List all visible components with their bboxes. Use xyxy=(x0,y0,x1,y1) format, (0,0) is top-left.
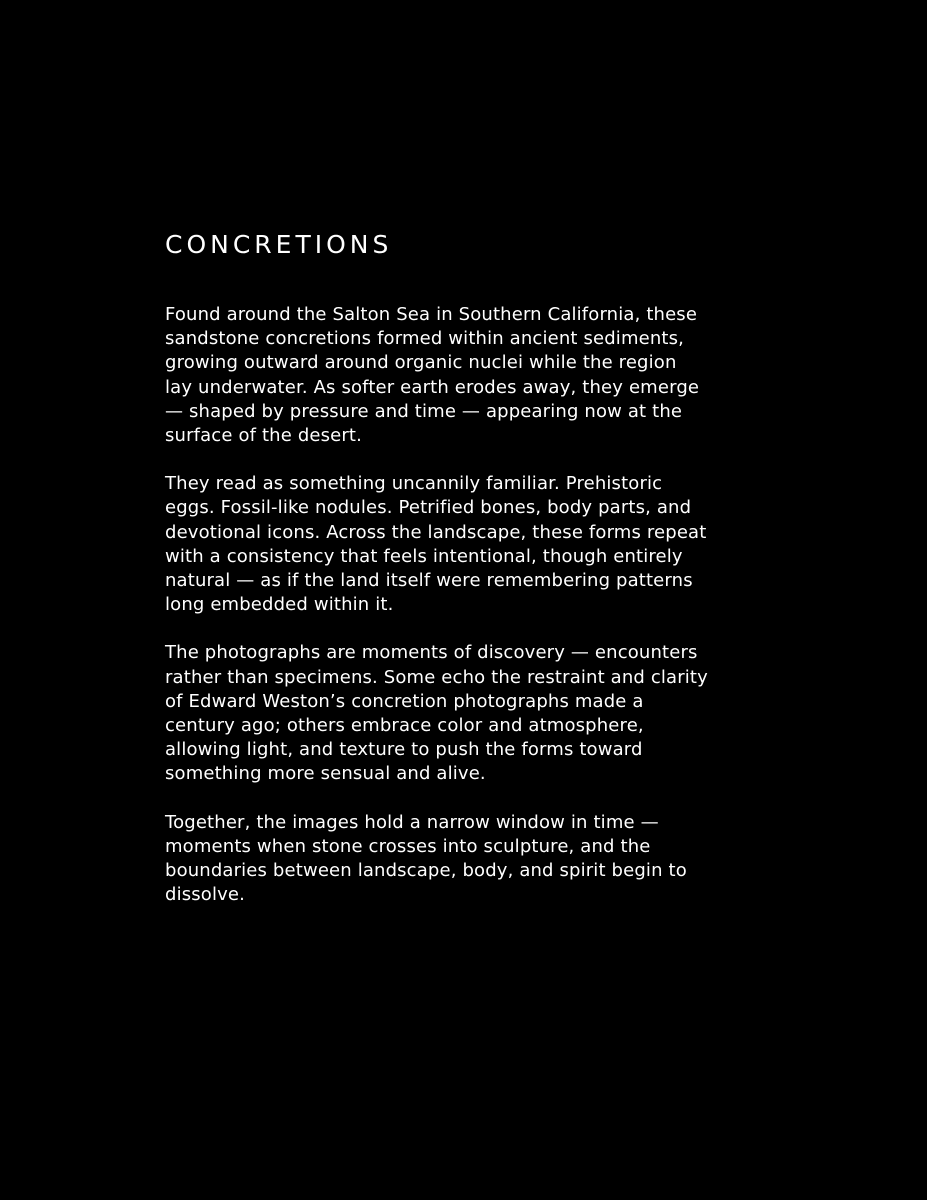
text-line: of Edward Weston’s concretion photographs made a xyxy=(165,690,644,712)
paragraph-4 xyxy=(165,811,765,908)
paragraph-2 xyxy=(165,472,765,617)
text-line: long embedded within it. xyxy=(165,594,394,616)
text-line: rather than specimens. Some echo the restraint and clarity xyxy=(165,666,708,688)
text-line: with a consistency that feels intentional, though entirely xyxy=(165,545,683,567)
text-line: Found around the Salton Sea in Southern California, these xyxy=(165,304,698,325)
text-line: eggs. Fossil-like nodules. Petrified bones, body parts, and xyxy=(165,497,692,519)
text-line: boundaries between landscape, body, and spirit begin to xyxy=(165,860,687,882)
page-title: CONCRETIONS xyxy=(165,230,393,259)
text-line: sandstone concretions formed within ancient sediments, xyxy=(165,328,685,350)
text-line: dissolve. xyxy=(165,884,245,906)
text-line: devotional icons. Across the landscape, these forms repeat xyxy=(165,521,707,543)
text-line: growing outward around organic nuclei while the region xyxy=(165,352,677,374)
text-line: allowing light, and texture to push the forms toward xyxy=(165,739,643,761)
text-line: something more sensual and alive. xyxy=(165,763,486,785)
text-line: Together, the images hold a narrow window in time — xyxy=(165,811,659,833)
paragraph-3 xyxy=(165,641,765,786)
text-line: natural — as if the land itself were remembering patterns xyxy=(165,570,693,592)
paragraph-1 xyxy=(165,303,765,448)
text-line: — shaped by pressure and time — appearing now at the xyxy=(165,400,683,422)
body-text xyxy=(165,303,765,931)
text-line: surface of the desert. xyxy=(165,425,363,447)
text-line: century ago; others embrace color and atmosphere, xyxy=(165,715,644,737)
text-line: They read as something uncannily familiar. Prehistoric xyxy=(165,473,663,495)
text-line: The photographs are moments of discovery — encounters xyxy=(165,642,698,664)
text-line: moments when stone crosses into sculpture, and the xyxy=(165,835,651,857)
text-line: lay underwater. As softer earth erodes away, they emerge xyxy=(165,376,700,398)
